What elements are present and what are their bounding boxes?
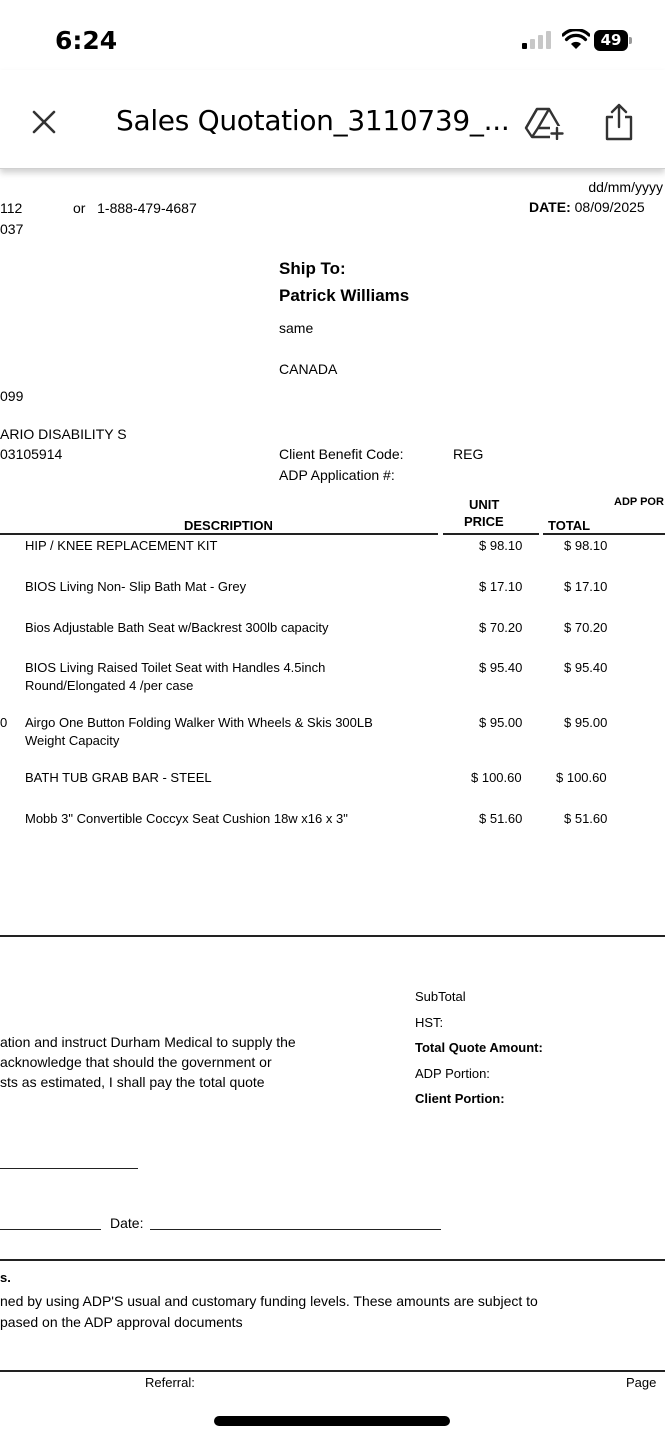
ship-to-address: same (279, 320, 314, 336)
fragment-099: 099 (0, 388, 24, 404)
hst-label: HST: (415, 1015, 444, 1030)
fragment-number: 03105914 (0, 446, 63, 462)
footer-top-line (0, 1370, 665, 1372)
table-header-line-2 (443, 533, 539, 535)
close-icon[interactable] (30, 108, 58, 136)
document-title: Sales Quotation_3110739_... (116, 104, 510, 137)
item-desc-line-2: Weight Capacity (25, 733, 120, 748)
referral-label: Referral: (145, 1375, 195, 1390)
date-signature-label: Date: (110, 1215, 144, 1231)
item-prefix: 0 (0, 715, 8, 730)
acknowledgement-line-2: acknowledge that should the government or (0, 1054, 272, 1070)
phone-fragment-2: 037 (0, 221, 24, 237)
cellular-signal-icon (522, 31, 554, 49)
signature-line-2 (0, 1229, 101, 1230)
ship-to-name: Patrick Williams (279, 286, 410, 305)
phone-alt: or 1-888-479-4687 (73, 200, 197, 216)
item-desc: BIOS Living Non- Slip Bath Mat - Grey (25, 579, 247, 594)
share-icon[interactable] (603, 103, 635, 141)
table-header-line-3 (543, 533, 665, 535)
date-label: DATE: (529, 199, 571, 215)
battery-icon (594, 30, 632, 51)
fragment-disability: ARIO DISABILITY S (0, 426, 127, 442)
ship-to-label: Ship To: (279, 259, 346, 278)
item-price: $ 95.40 (479, 660, 523, 675)
battery-level: 49 (600, 31, 622, 49)
wifi-icon (562, 29, 590, 51)
date-value: 08/09/2025 (574, 199, 645, 215)
client-benefit-value: REG (453, 446, 484, 462)
item-total: $ 95.40 (564, 660, 608, 675)
adp-portion-label: ADP Portion: (415, 1066, 490, 1081)
item-desc-line-2: Round/Elongated 4 /per case (25, 678, 194, 693)
item-desc: Airgo One Button Folding Walker With Wheels & Skis 300LB (25, 715, 373, 730)
item-desc: BIOS Living Raised Toilet Seat with Handles 4.5inch (25, 660, 326, 675)
item-total: $ 70.20 (564, 620, 608, 635)
item-price: $ 98.10 (479, 538, 523, 553)
item-total: $ 95.00 (564, 715, 608, 730)
item-desc: Bios Adjustable Bath Seat w/Backrest 300lb capacity (25, 620, 329, 635)
home-indicator[interactable] (214, 1416, 450, 1426)
item-total: $ 100.60 (556, 770, 607, 785)
item-total: $ 98.10 (564, 538, 608, 553)
item-price: $ 95.00 (479, 715, 523, 730)
col-adp-portion: ADP POR (614, 496, 664, 508)
acknowledgement-line-1: ation and instruct Durham Medical to supply the (0, 1034, 296, 1050)
item-desc: Mobb 3" Convertible Coccyx Seat Cushion 18w x16 x 3" (25, 811, 348, 826)
status-time: 6:24 (55, 26, 118, 55)
notes-line-1: ned by using ADP'S usual and customary funding levels. These amounts are subject to (0, 1293, 538, 1309)
adp-application-label: ADP Application #: (279, 467, 395, 483)
item-price: $ 70.20 (479, 620, 523, 635)
item-price: $ 51.60 (479, 811, 523, 826)
drive-add-icon[interactable] (524, 106, 564, 140)
item-price: $ 100.60 (471, 770, 522, 785)
item-desc: HIP / KNEE REPLACEMENT KIT (25, 538, 218, 553)
col-unit: UNIT (469, 497, 500, 512)
acknowledgement-line-3: sts as estimated, I shall pay the total quote (0, 1074, 265, 1090)
item-total: $ 17.10 (564, 579, 608, 594)
col-total: TOTAL (548, 518, 591, 533)
item-price: $ 17.10 (479, 579, 523, 594)
table-bottom-line (0, 935, 665, 937)
item-total: $ 51.60 (564, 811, 608, 826)
phone-fragment-1: 112 (0, 200, 23, 216)
page-label: Page (626, 1375, 657, 1390)
col-price: PRICE (464, 514, 504, 529)
col-description: DESCRIPTION (184, 518, 273, 533)
table-header-line-1 (0, 533, 438, 535)
notes-heading: s. (0, 1270, 11, 1285)
date-format: dd/mm/yyyy (588, 179, 663, 195)
item-desc: BATH TUB GRAB BAR - STEEL (25, 770, 212, 785)
notes-top-line (0, 1259, 665, 1261)
date-signature-line (150, 1229, 441, 1230)
total-quote-label: Total Quote Amount: (415, 1040, 543, 1055)
ship-to-country: CANADA (279, 361, 338, 377)
subtotal-label: SubTotal (415, 989, 466, 1004)
client-portion-label: Client Portion: (415, 1091, 505, 1106)
notes-line-2: pased on the ADP approval documents (0, 1314, 243, 1330)
date-row (529, 199, 645, 215)
client-benefit-label: Client Benefit Code: (279, 446, 404, 462)
signature-line (0, 1168, 138, 1169)
